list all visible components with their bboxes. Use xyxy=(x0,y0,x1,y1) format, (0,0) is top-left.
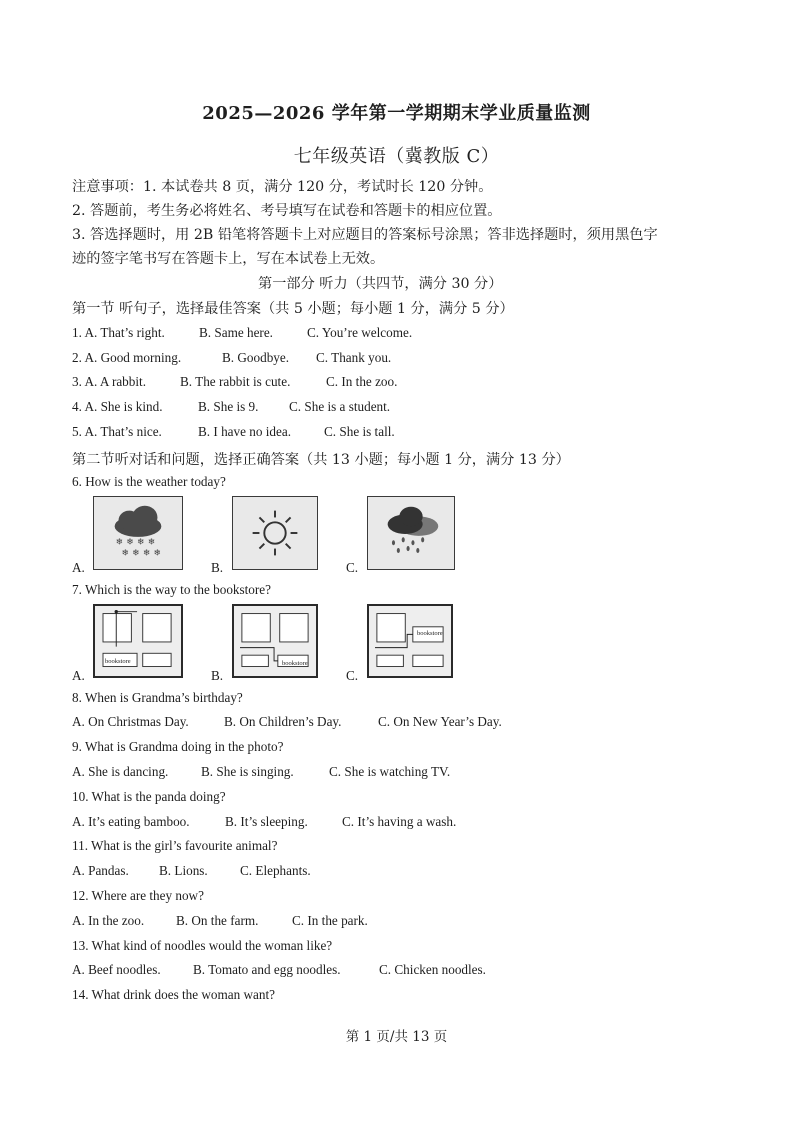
svg-text:❄: ❄ xyxy=(115,537,123,548)
exam-title: 2025—2026 学年第一学期期末学业质量监测 xyxy=(202,103,591,124)
svg-text:❄: ❄ xyxy=(132,548,140,559)
question-13-options xyxy=(72,962,486,978)
note-1: 注意事项：1. 本试卷共 8 页，满分 120 分，考试时长 120 分钟。 xyxy=(72,179,493,195)
question-10-options xyxy=(72,814,457,830)
note-3b: 迹的签字笔书写在答题卡上，写在本试卷上无效。 xyxy=(72,251,385,267)
map-a-icon xyxy=(95,606,181,676)
option-a: 5. A. That’s nice. xyxy=(72,424,162,439)
option-c: C. It’s having a wash. xyxy=(342,814,457,829)
sun-icon xyxy=(233,497,317,569)
q7-label-c: C. xyxy=(346,668,359,683)
svg-text:❄: ❄ xyxy=(121,548,129,559)
rain-cloud-picture xyxy=(367,496,455,570)
question-14-stem: 14. What drink does the woman want? xyxy=(72,987,276,1002)
map-c-bookstore-label: bookstore xyxy=(417,630,443,637)
part-1-heading: 第一部分 听力（共四节，满分 30 分） xyxy=(258,276,503,292)
note-3a: 3. 答选择题时，用 2B 铅笔将答题卡上对应题目的答案标号涂黑；答非选择题时，须用黑色字 xyxy=(72,227,658,243)
option-c: C. She is watching TV. xyxy=(329,764,451,779)
option-a: 4. A. She is kind. xyxy=(72,399,163,414)
option-a: A. She is dancing. xyxy=(72,764,169,779)
exam-subtitle: 七年级英语（冀教版 C） xyxy=(293,146,500,167)
sun-picture xyxy=(232,496,318,570)
question-11-stem: 11. What is the girl’s favourite animal? xyxy=(72,838,278,853)
map-c-icon xyxy=(369,606,451,676)
option-a: 3. A. A rabbit. xyxy=(72,374,146,389)
map-c-picture xyxy=(367,604,453,678)
svg-text:❄: ❄ xyxy=(126,537,134,548)
question-13-stem: 13. What kind of noodles would the woman like? xyxy=(72,938,333,953)
question-6-stem: 6. How is the weather today? xyxy=(72,474,226,489)
option-b: B. Goodbye. xyxy=(222,350,290,365)
option-a: A. Beef noodles. xyxy=(72,962,161,977)
option-c: C. Elephants. xyxy=(240,863,311,878)
q6-label-b: B. xyxy=(211,560,224,575)
map-b-bookstore-label: bookstore xyxy=(282,660,308,667)
option-b: B. She is 9. xyxy=(198,399,259,414)
svg-text:❄: ❄ xyxy=(153,548,161,559)
map-b-picture xyxy=(232,604,318,678)
option-b: B. She is singing. xyxy=(201,764,294,779)
question-12-stem: 12. Where are they now? xyxy=(72,888,204,903)
rain-cloud-icon xyxy=(368,497,454,569)
option-b: B. The rabbit is cute. xyxy=(180,374,291,389)
snow-cloud-picture xyxy=(93,496,183,570)
option-b: B. It’s sleeping. xyxy=(225,814,308,829)
svg-text:❄: ❄ xyxy=(147,537,156,548)
snow-cloud-icon xyxy=(94,497,182,569)
option-b: B. Lions. xyxy=(159,863,208,878)
option-a: A. It’s eating bamboo. xyxy=(72,814,190,829)
option-c: C. You’re welcome. xyxy=(307,325,413,340)
page-footer: 第 1 页/共 13 页 xyxy=(345,1029,448,1045)
option-c: C. On New Year’s Day. xyxy=(378,714,502,729)
option-a: 1. A. That’s right. xyxy=(72,325,165,340)
option-a: A. Pandas. xyxy=(72,863,129,878)
question-5 xyxy=(72,424,395,440)
question-4 xyxy=(72,399,391,415)
map-a-picture xyxy=(93,604,183,678)
question-2 xyxy=(72,350,392,366)
q7-label-a: A. xyxy=(72,668,85,683)
q7-label-b: B. xyxy=(211,668,224,683)
question-12-options xyxy=(72,913,368,929)
section-2-heading: 第二节听对话和问题，选择正确答案（共 13 小题；每小题 1 分，满分 13 分） xyxy=(72,452,570,468)
question-9-options xyxy=(72,764,451,780)
note-2: 2. 答题前，考生务必将姓名、考号填写在试卷和答题卡的相应位置。 xyxy=(72,203,502,219)
question-9-stem: 9. What is Grandma doing in the photo? xyxy=(72,739,284,754)
option-c: C. She is a student. xyxy=(289,399,391,414)
svg-text:❄: ❄ xyxy=(137,537,145,548)
option-b: B. Same here. xyxy=(199,325,273,340)
option-a: A. On Christmas Day. xyxy=(72,714,189,729)
option-c: C. In the zoo. xyxy=(326,374,398,389)
question-1 xyxy=(72,325,413,341)
question-8-stem: 8. When is Grandma’s birthday? xyxy=(72,690,243,705)
section-1-heading: 第一节 听句子，选择最佳答案（共 5 小题；每小题 1 分，满分 5 分） xyxy=(72,301,514,317)
option-a: 2. A. Good morning. xyxy=(72,350,182,365)
question-7-stem: 7. Which is the way to the bookstore? xyxy=(72,582,271,597)
option-b: B. Tomato and egg noodles. xyxy=(193,962,341,977)
question-3 xyxy=(72,374,398,390)
option-c: C. Thank you. xyxy=(316,350,392,365)
q6-label-c: C. xyxy=(346,560,359,575)
option-c: C. She is tall. xyxy=(324,424,395,439)
q6-label-a: A. xyxy=(72,560,85,575)
svg-text:❄: ❄ xyxy=(142,548,151,559)
option-c: C. Chicken noodles. xyxy=(379,962,486,977)
map-a-bookstore-label: bookstore xyxy=(105,658,131,665)
option-a: A. In the zoo. xyxy=(72,913,145,928)
question-8-options xyxy=(72,714,502,730)
option-c: C. In the park. xyxy=(292,913,368,928)
option-b: B. I have no idea. xyxy=(198,424,292,439)
question-11-options xyxy=(72,863,311,879)
question-10-stem: 10. What is the panda doing? xyxy=(72,789,226,804)
option-b: B. On the farm. xyxy=(176,913,259,928)
option-b: B. On Children’s Day. xyxy=(224,714,342,729)
